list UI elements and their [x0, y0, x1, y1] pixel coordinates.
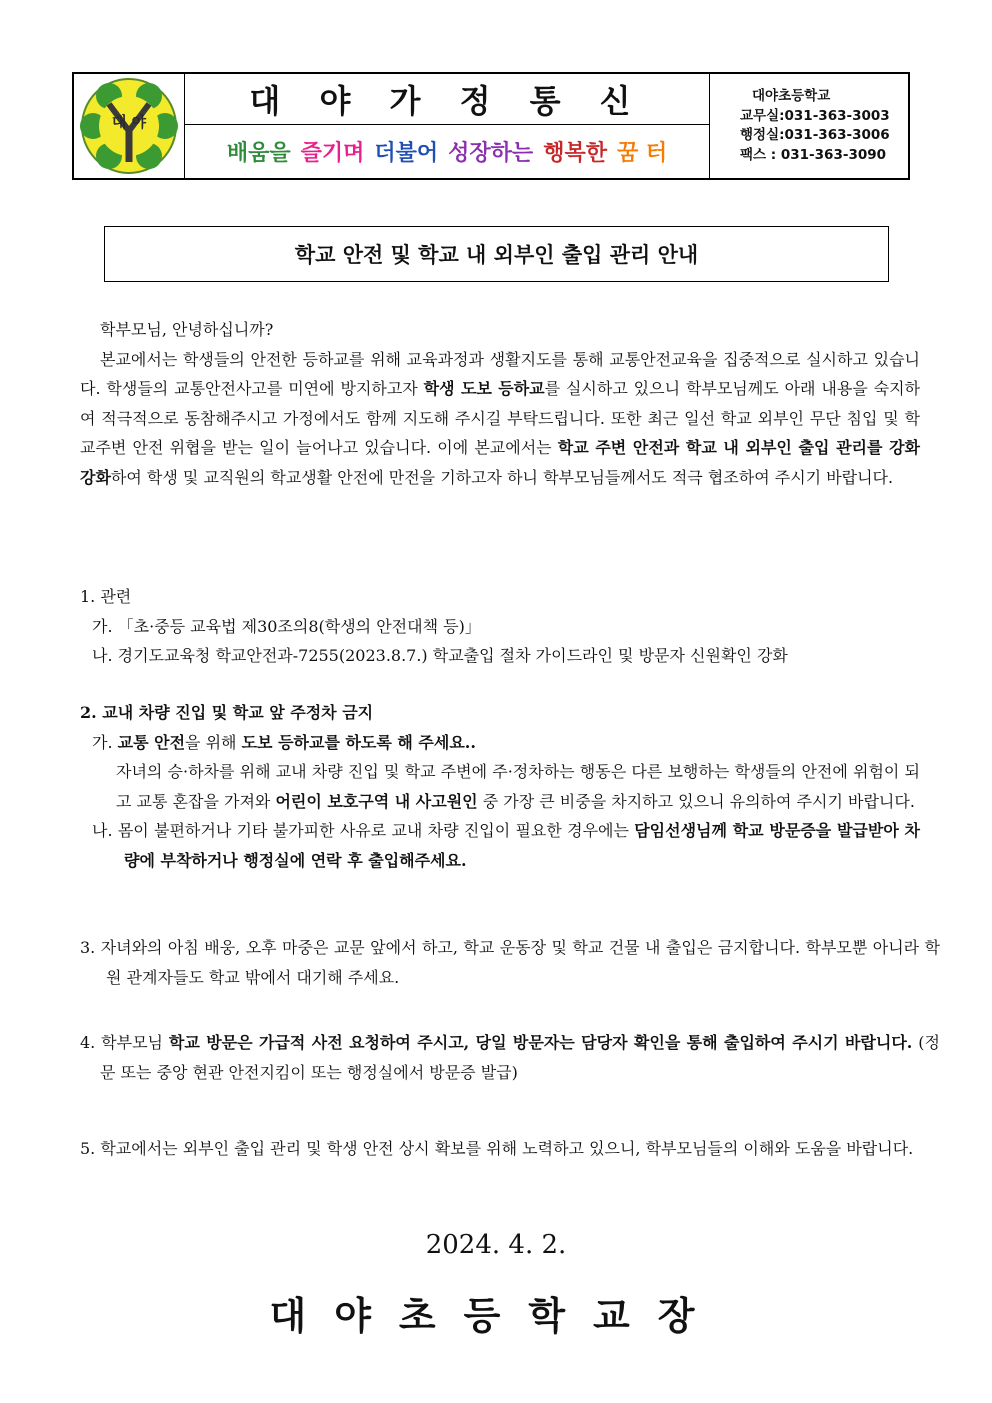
section-2	[80, 698, 920, 875]
intro-text-3: 하여 학생 및 교직원의 학교생활 안전에 만전을 기하고자 하니 학부모님들께서도 적극 협조하여 주시기 바랍니다.	[110, 467, 894, 487]
greeting: 학부모님, 안녕하십니까?	[100, 320, 274, 339]
section-2-a-bold-2: 도보 등하교를 하도록 해 주세요..	[241, 732, 476, 752]
section-2-b-text: 나. 몸이 불편하거나 기타 불가피한 사유로 교내 차량 진입이 필요한 경우에는	[92, 821, 635, 840]
section-5: 5. 학교에서는 외부인 출입 관리 및 학생 안전 상시 확보를 위해 노력하고 있으니, 학부모님들의 이해와 도움을 바랍니다.	[80, 1139, 914, 1158]
section-2-a-body-3: 중 가장 큰 비중을 차지하고 있으니 유의하여 주시기 바랍니다.	[477, 791, 915, 811]
slogan-word-2: 즐기며	[300, 140, 365, 166]
intro-bold-2: 학교 주변 안전과 학교 내 외부인 출입 관리를 강화 강화	[80, 438, 920, 487]
contact-academic-office: 교무실:031-363-3003	[740, 107, 890, 124]
section-4	[80, 1028, 940, 1087]
slogan-word-4: 성장하는	[448, 140, 534, 166]
slogan-word-1: 배움을	[226, 140, 291, 166]
section-1	[80, 582, 920, 671]
slogan-word-3: 더불어	[374, 140, 439, 166]
intro-text-1: 본교에서는 학생들의 안전한 등하교를 위해 교육과정과 생활지도를 통해 교통안전교육을 집중적으로 실시하고 있습니다. 학생들의 교통안전사고를 미연에 방지하고자	[80, 349, 920, 398]
section-2-item-a	[80, 728, 920, 758]
section-2-a-bold-1: 교통 안전	[117, 732, 186, 752]
school-logo-icon	[79, 76, 179, 176]
section-1-item-a: 가. 「초·중등 교육법 제30조의8(학생의 안전대책 등)」	[92, 616, 481, 636]
title-cell	[185, 74, 710, 178]
intro-section	[80, 315, 920, 492]
section-4-note: (정문 또는 중앙 현관 안전지킴이 또는 행정실에서 방문증 발급)	[100, 1033, 940, 1082]
slogan-word-5: 행복한	[543, 140, 607, 166]
section-2-a-body-bold: 어린이 보호구역 내 사고원인	[275, 791, 478, 811]
section-2-item-b	[80, 816, 920, 875]
section-2-heading: 2. 교내 차량 진입 및 학교 앞 주정차 금지	[80, 703, 374, 722]
section-4-bold: 학교 방문은 가급적 사전 요청하여 주시고, 당일 방문자는 담당자 확인을 통해 출입하여 주시기 바랍니다.	[168, 1033, 913, 1052]
contact-fax: 팩스 : 031-363-3090	[740, 146, 887, 163]
svg-text:대 야: 대 야	[111, 113, 147, 131]
contact-admin-office: 행정실:031-363-3006	[740, 127, 890, 143]
contact-info	[710, 74, 908, 178]
newsletter-header	[72, 72, 910, 180]
newsletter-title: 대 야 가 정 통 신	[185, 74, 709, 125]
school-slogan	[185, 125, 709, 178]
section-2-item-a-body	[80, 757, 920, 816]
section-2-a-prefix: 가.	[92, 732, 118, 752]
section-2-a-body-1: 자녀의 승·하차를 위해 교내 차량 진입 및 학교 주변에 주·정차하는 행동은 다른 보행하는 학생들의 안전에 위험이 되고 교통 혼잡을 가져와	[116, 762, 920, 811]
section-1-heading: 1. 관련	[80, 587, 132, 606]
issue-date: 2024. 4. 2.	[425, 1230, 567, 1260]
section-1-item-b: 나. 경기도교육청 학교안전과-7255(2023.8.7.) 학교출입 절차 가이드라인 및 방문자 신원확인 강화	[92, 646, 788, 665]
slogan-word-6: 꿈 터	[616, 140, 668, 166]
principal-signature: 대야초등학교장	[269, 1293, 723, 1338]
contact-school-name: 대야초등학교	[752, 88, 831, 104]
intro-bold-1: 학생 도보 등하교	[423, 379, 545, 398]
intro-text-2: 를 실시하고 있으니 학부모님께도 아래 내용을 숙지하여 적극적으로 동참해주시고 가정에서도 함께 지도해 주시길 부탁드립니다. 또한 최근 일선 학교 외부인 무단 침입 및 학교주변 안전 위협을 받는 일이 늘어나고 있습니다. 이에 본교에서는	[80, 379, 920, 457]
section-2-a-text: 을 위해	[185, 732, 242, 752]
notice-title: 학교 안전 및 학교 내 외부인 출입 관리 안내	[104, 226, 889, 282]
section-4-text: 4. 학부모님	[80, 1033, 169, 1052]
section-3: 3. 자녀와의 아침 배웅, 오후 마중은 교문 앞에서 하고, 학교 운동장 및 학교 건물 내 출입은 금지합니다. 학부모뿐 아니라 학원 관계자들도 학교 밖에서 대기해 주세요.	[80, 938, 940, 987]
intro-paragraph	[80, 345, 920, 493]
school-logo-cell	[74, 74, 185, 178]
section-2-b-bold: 담임선생님께 학교 방문증을 발급받아 차량에 부착하거나 행정실에 연락 후 출입해주세요.	[124, 821, 920, 870]
